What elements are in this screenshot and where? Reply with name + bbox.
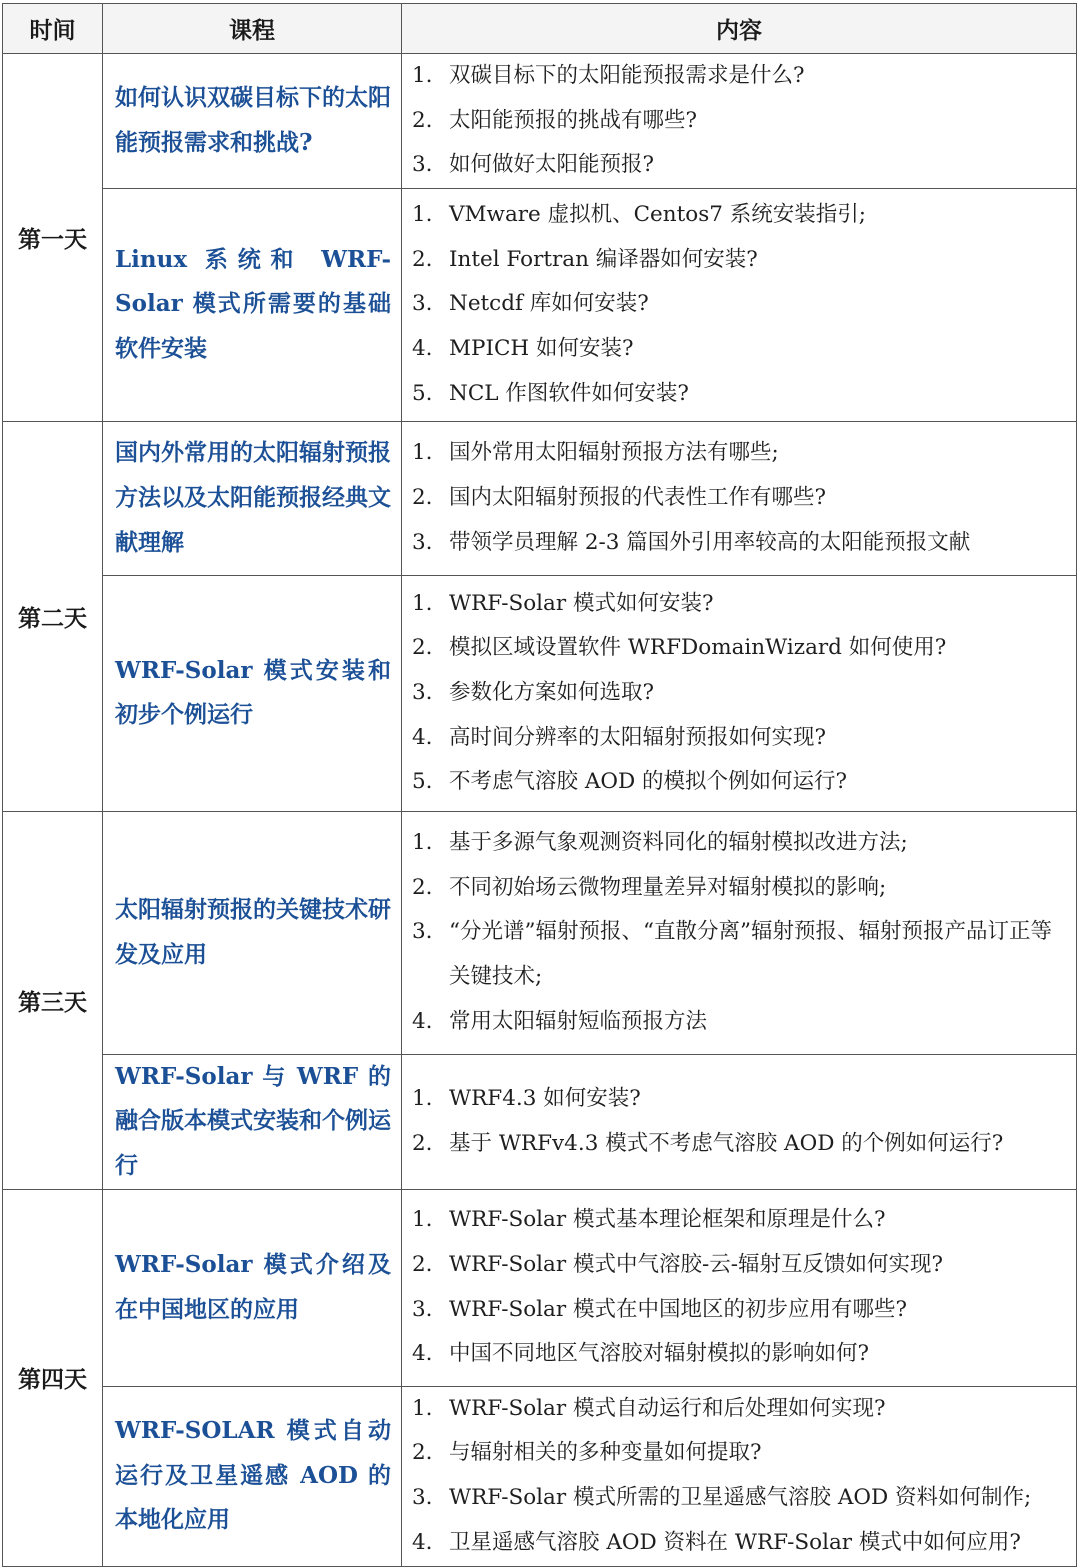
- item-text: WRF-Solar 模式基本理论框架和原理是什么?: [449, 1207, 886, 1233]
- course-title: Linux 系统和 WRF-Solar 模式所需要的基础软件安装: [103, 188, 402, 421]
- course-content: [402, 188, 1077, 421]
- item-number: 2.: [412, 635, 433, 661]
- content-list-item: [412, 866, 1066, 911]
- content-list-item: [412, 716, 1066, 761]
- course-title: WRF-Solar 与 WRF 的融合版本模式安装和个例运行: [103, 1054, 402, 1189]
- content-list-item: [412, 143, 1066, 188]
- item-text: WRF-Solar 模式在中国地区的初步应用有哪些?: [449, 1296, 908, 1322]
- item-text: 不同初始场云微物理量差异对辐射模拟的影响;: [449, 874, 887, 900]
- item-number: 3.: [412, 679, 433, 705]
- content-list-item: [412, 327, 1066, 372]
- course-content: [402, 1054, 1077, 1189]
- content-list-item: [412, 1521, 1066, 1566]
- item-number: 3.: [412, 919, 433, 945]
- item-number: 4.: [412, 1529, 433, 1555]
- item-text: 参数化方案如何选取?: [449, 679, 655, 705]
- header-content: 内容: [402, 4, 1077, 54]
- item-number: 2.: [412, 874, 433, 900]
- content-list-item: [412, 372, 1066, 417]
- content-list-item: [412, 1000, 1066, 1045]
- item-number: 4.: [412, 336, 433, 362]
- item-number: 1.: [412, 590, 433, 616]
- item-text: MPICH 如何安装?: [449, 336, 634, 362]
- item-number: 1.: [412, 830, 433, 856]
- course-title: WRF-Solar 模式安装和初步个例运行: [103, 575, 402, 811]
- item-number: 3.: [412, 1296, 433, 1322]
- content-list-item: [412, 1431, 1066, 1476]
- content-list-item: [412, 431, 1066, 476]
- content-list-item: [412, 238, 1066, 283]
- item-number: 5.: [412, 380, 433, 406]
- item-text: WRF-Solar 模式中气溶胶-云-辐射互反馈如何实现?: [449, 1251, 944, 1277]
- schedule-row: [3, 811, 1077, 1054]
- course-schedule-table: [2, 3, 1077, 1567]
- item-number: 1.: [412, 1086, 433, 1112]
- content-list-item: [412, 1332, 1066, 1377]
- item-text: 模拟区域设置软件 WRFDomainWizard 如何使用?: [449, 635, 947, 661]
- schedule-body: [3, 54, 1077, 1567]
- item-text: 基于 WRFv4.3 模式不考虑气溶胶 AOD 的个例如何运行?: [449, 1130, 1004, 1156]
- content-list-item: [412, 1077, 1066, 1122]
- content-list-item: [412, 671, 1066, 716]
- item-text: 太阳能预报的挑战有哪些?: [449, 107, 698, 133]
- item-text: 基于多源气象观测资料同化的辐射模拟改进方法;: [449, 830, 908, 856]
- item-text: Netcdf 库如何安装?: [449, 291, 649, 317]
- item-text: 与辐射相关的多种变量如何提取?: [449, 1440, 762, 1466]
- day-label: 第二天: [3, 421, 103, 811]
- item-text: VMware 虚拟机、Centos7 系统安装指引;: [449, 202, 866, 228]
- schedule-row: [3, 575, 1077, 811]
- item-number: 1.: [412, 1207, 433, 1233]
- content-list-item: [412, 1122, 1066, 1167]
- content-list-item: [412, 910, 1066, 999]
- content-list-item: [412, 521, 1066, 566]
- day-label: 第四天: [3, 1189, 103, 1566]
- item-number: 5.: [412, 769, 433, 795]
- item-number: 2.: [412, 1251, 433, 1277]
- course-title: WRF-Solar 模式介绍及在中国地区的应用: [103, 1189, 402, 1386]
- content-list-item: [412, 626, 1066, 671]
- item-text: WRF4.3 如何安装?: [449, 1086, 641, 1112]
- item-number: 1.: [412, 63, 433, 88]
- item-number: 3.: [412, 152, 433, 178]
- item-text: 卫星遥感气溶胶 AOD 资料在 WRF-Solar 模式中如何应用?: [449, 1529, 1021, 1555]
- content-list-item: [412, 193, 1066, 238]
- item-text: 国外常用太阳辐射预报方法有哪些;: [449, 440, 779, 466]
- item-text: WRF-Solar 模式如何安装?: [449, 590, 714, 616]
- item-number: 2.: [412, 484, 433, 510]
- course-content: [402, 421, 1077, 575]
- item-text: 高时间分辨率的太阳辐射预报如何实现?: [449, 724, 827, 750]
- item-text: NCL 作图软件如何安装?: [449, 380, 689, 406]
- header-time: 时间: [3, 4, 103, 54]
- day-label: 第三天: [3, 811, 103, 1189]
- item-number: 3.: [412, 529, 433, 555]
- content-list-item: [412, 582, 1066, 627]
- schedule-row: [3, 1054, 1077, 1189]
- content-list-item: [412, 821, 1066, 866]
- course-content: [402, 811, 1077, 1054]
- item-number: 4.: [412, 1341, 433, 1367]
- content-list-item: [412, 1387, 1066, 1432]
- item-text: 国内太阳辐射预报的代表性工作有哪些?: [449, 484, 827, 510]
- header-row: [3, 4, 1077, 54]
- item-text: 双碳目标下的太阳能预报需求是什么?: [449, 63, 805, 88]
- item-number: 1.: [412, 1395, 433, 1421]
- item-text: 不考虑气溶胶 AOD 的模拟个例如何运行?: [449, 769, 848, 795]
- item-text: 中国不同地区气溶胶对辐射模拟的影响如何?: [449, 1341, 870, 1367]
- schedule-row: [3, 1189, 1077, 1386]
- item-text: WRF-Solar 模式自动运行和后处理如何实现?: [449, 1395, 886, 1421]
- content-list-item: [412, 476, 1066, 521]
- schedule-row: [3, 421, 1077, 575]
- item-number: 2.: [412, 1440, 433, 1466]
- item-number: 1.: [412, 202, 433, 228]
- course-content: [402, 1189, 1077, 1386]
- content-list-item: [412, 1288, 1066, 1333]
- course-content: [402, 575, 1077, 811]
- item-text: 常用太阳辐射短临预报方法: [449, 1008, 708, 1034]
- content-list-item: [412, 1198, 1066, 1243]
- item-text: WRF-Solar 模式所需的卫星遥感气溶胶 AOD 资料如何制作;: [449, 1485, 1032, 1511]
- content-list-item: [412, 54, 1066, 99]
- item-text: “分光谱”辐射预报、“直散分离”辐射预报、辐射预报产品订正等关键技术;: [449, 919, 1052, 990]
- item-text: 带领学员理解 2-3 篇国外引用率较高的太阳能预报文献: [449, 529, 971, 555]
- course-title: 如何认识双碳目标下的太阳能预报需求和挑战?: [103, 54, 402, 189]
- item-number: 4.: [412, 724, 433, 750]
- course-title: 国内外常用的太阳辐射预报方法以及太阳能预报经典文献理解: [103, 421, 402, 575]
- course-content: [402, 1386, 1077, 1566]
- item-number: 1.: [412, 440, 433, 466]
- content-list-item: [412, 99, 1066, 144]
- item-number: 4.: [412, 1008, 433, 1034]
- item-number: 3.: [412, 291, 433, 317]
- course-content: [402, 54, 1077, 189]
- item-text: Intel Fortran 编译器如何安装?: [449, 246, 758, 272]
- item-number: 3.: [412, 1485, 433, 1511]
- item-text: 如何做好太阳能预报?: [449, 152, 655, 178]
- item-number: 2.: [412, 1130, 433, 1156]
- content-list-item: [412, 282, 1066, 327]
- schedule-row: [3, 54, 1077, 189]
- content-list-item: [412, 760, 1066, 805]
- day-label: 第一天: [3, 54, 103, 422]
- course-title: WRF-SOLAR 模式自动运行及卫星遥感 AOD 的本地化应用: [103, 1386, 402, 1566]
- item-number: 2.: [412, 246, 433, 272]
- content-list-item: [412, 1243, 1066, 1288]
- content-list-item: [412, 1476, 1066, 1521]
- header-course: 课程: [103, 4, 402, 54]
- schedule-row: [3, 188, 1077, 421]
- course-title: 太阳辐射预报的关键技术研发及应用: [103, 811, 402, 1054]
- item-number: 2.: [412, 107, 433, 133]
- schedule-row: [3, 1386, 1077, 1566]
